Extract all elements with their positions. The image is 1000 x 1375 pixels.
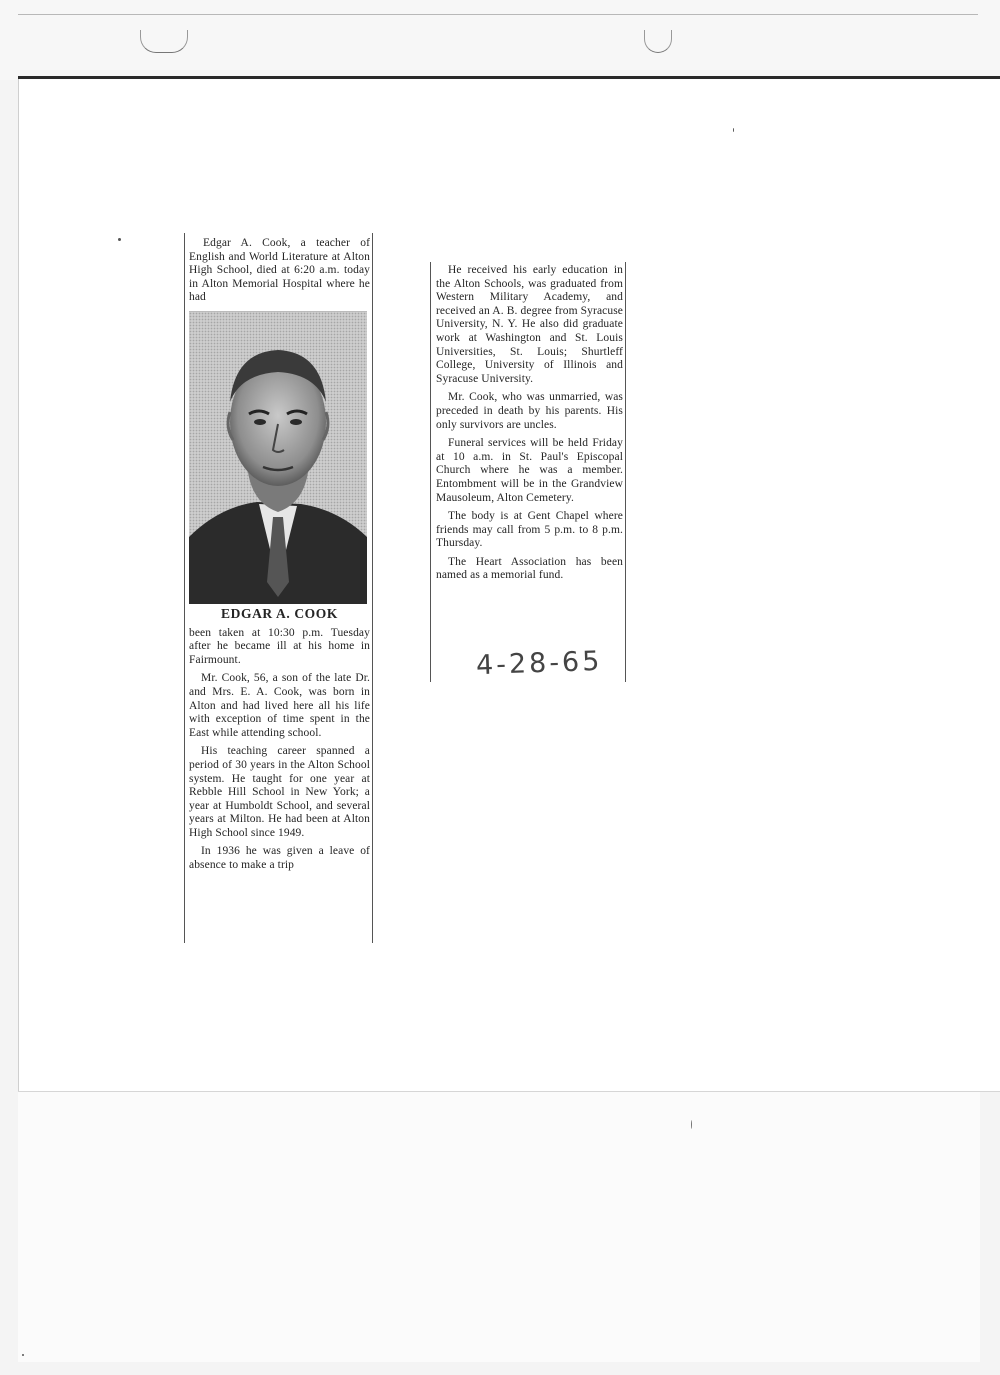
obituary-paragraph: The body is at Gent Chapel where friends may call from 5 p.m. to 8 p.m. Thursday. xyxy=(436,510,623,550)
scan-speck xyxy=(733,128,734,132)
obituary-clipping-left xyxy=(184,233,373,943)
scan-speck xyxy=(691,1120,692,1129)
obituary-lead-paragraph: Edgar A. Cook, a teacher of English and World Literature at Alton High School, died at 6:20 a.m. today in Alton Memorial Hospital where he had xyxy=(189,237,370,304)
scanner-edge-line xyxy=(18,14,978,15)
scan-speck xyxy=(118,238,121,241)
obituary-paragraph: Mr. Cook, 56, a son of the late Dr. and Mrs. E. A. Cook, was born in Alton and had lived here all his life with exception of time spent in the East while attending school. xyxy=(189,672,370,739)
obituary-paragraph: Funeral services will be held Friday at 10 a.m. in St. Paul's Episcopal Church where he was a member. Entombment will be in the Grandview Mausoleum, Alton Cemetery. xyxy=(436,437,623,504)
scan-speck xyxy=(22,1354,24,1356)
obituary-paragraph: Mr. Cook, who was unmarried, was preceded in death by his parents. His only survivors are uncles. xyxy=(436,391,623,431)
handwritten-date: 4-28-65 xyxy=(475,645,603,682)
obituary-paragraph: His teaching career spanned a period of 30 years in the Alton School system. He taught for one year at Rebble Hill School in New York; a year at Humboldt School, and several years at Milton. He had been at Alton High School since 1949. xyxy=(189,745,370,839)
photo-caption: EDGAR A. COOK xyxy=(221,605,338,621)
lower-margin xyxy=(18,1092,980,1362)
obituary-paragraph: The Heart Association has been named as a memorial fund. xyxy=(436,555,623,582)
obituary-paragraph: He received his early education in the Alton Schools, was graduated from Western Military Academy, and received an A. B. degree from Syracuse University, N. Y. He also did graduate work at Washington and St. Louis Universities, St. Louis; Shurtleff College, University of Illinois and Syracuse University. xyxy=(436,264,623,385)
obituary-paragraph: been taken at 10:30 p.m. Tuesday after he became ill at his home in Fairmount. xyxy=(189,626,370,666)
portrait-photo xyxy=(189,311,367,604)
obituary-paragraph-cutoff: In 1936 he was given a leave of absence to make a trip xyxy=(189,845,370,872)
obituary-clipping-right xyxy=(430,262,626,682)
binder-hole-left xyxy=(140,30,188,53)
